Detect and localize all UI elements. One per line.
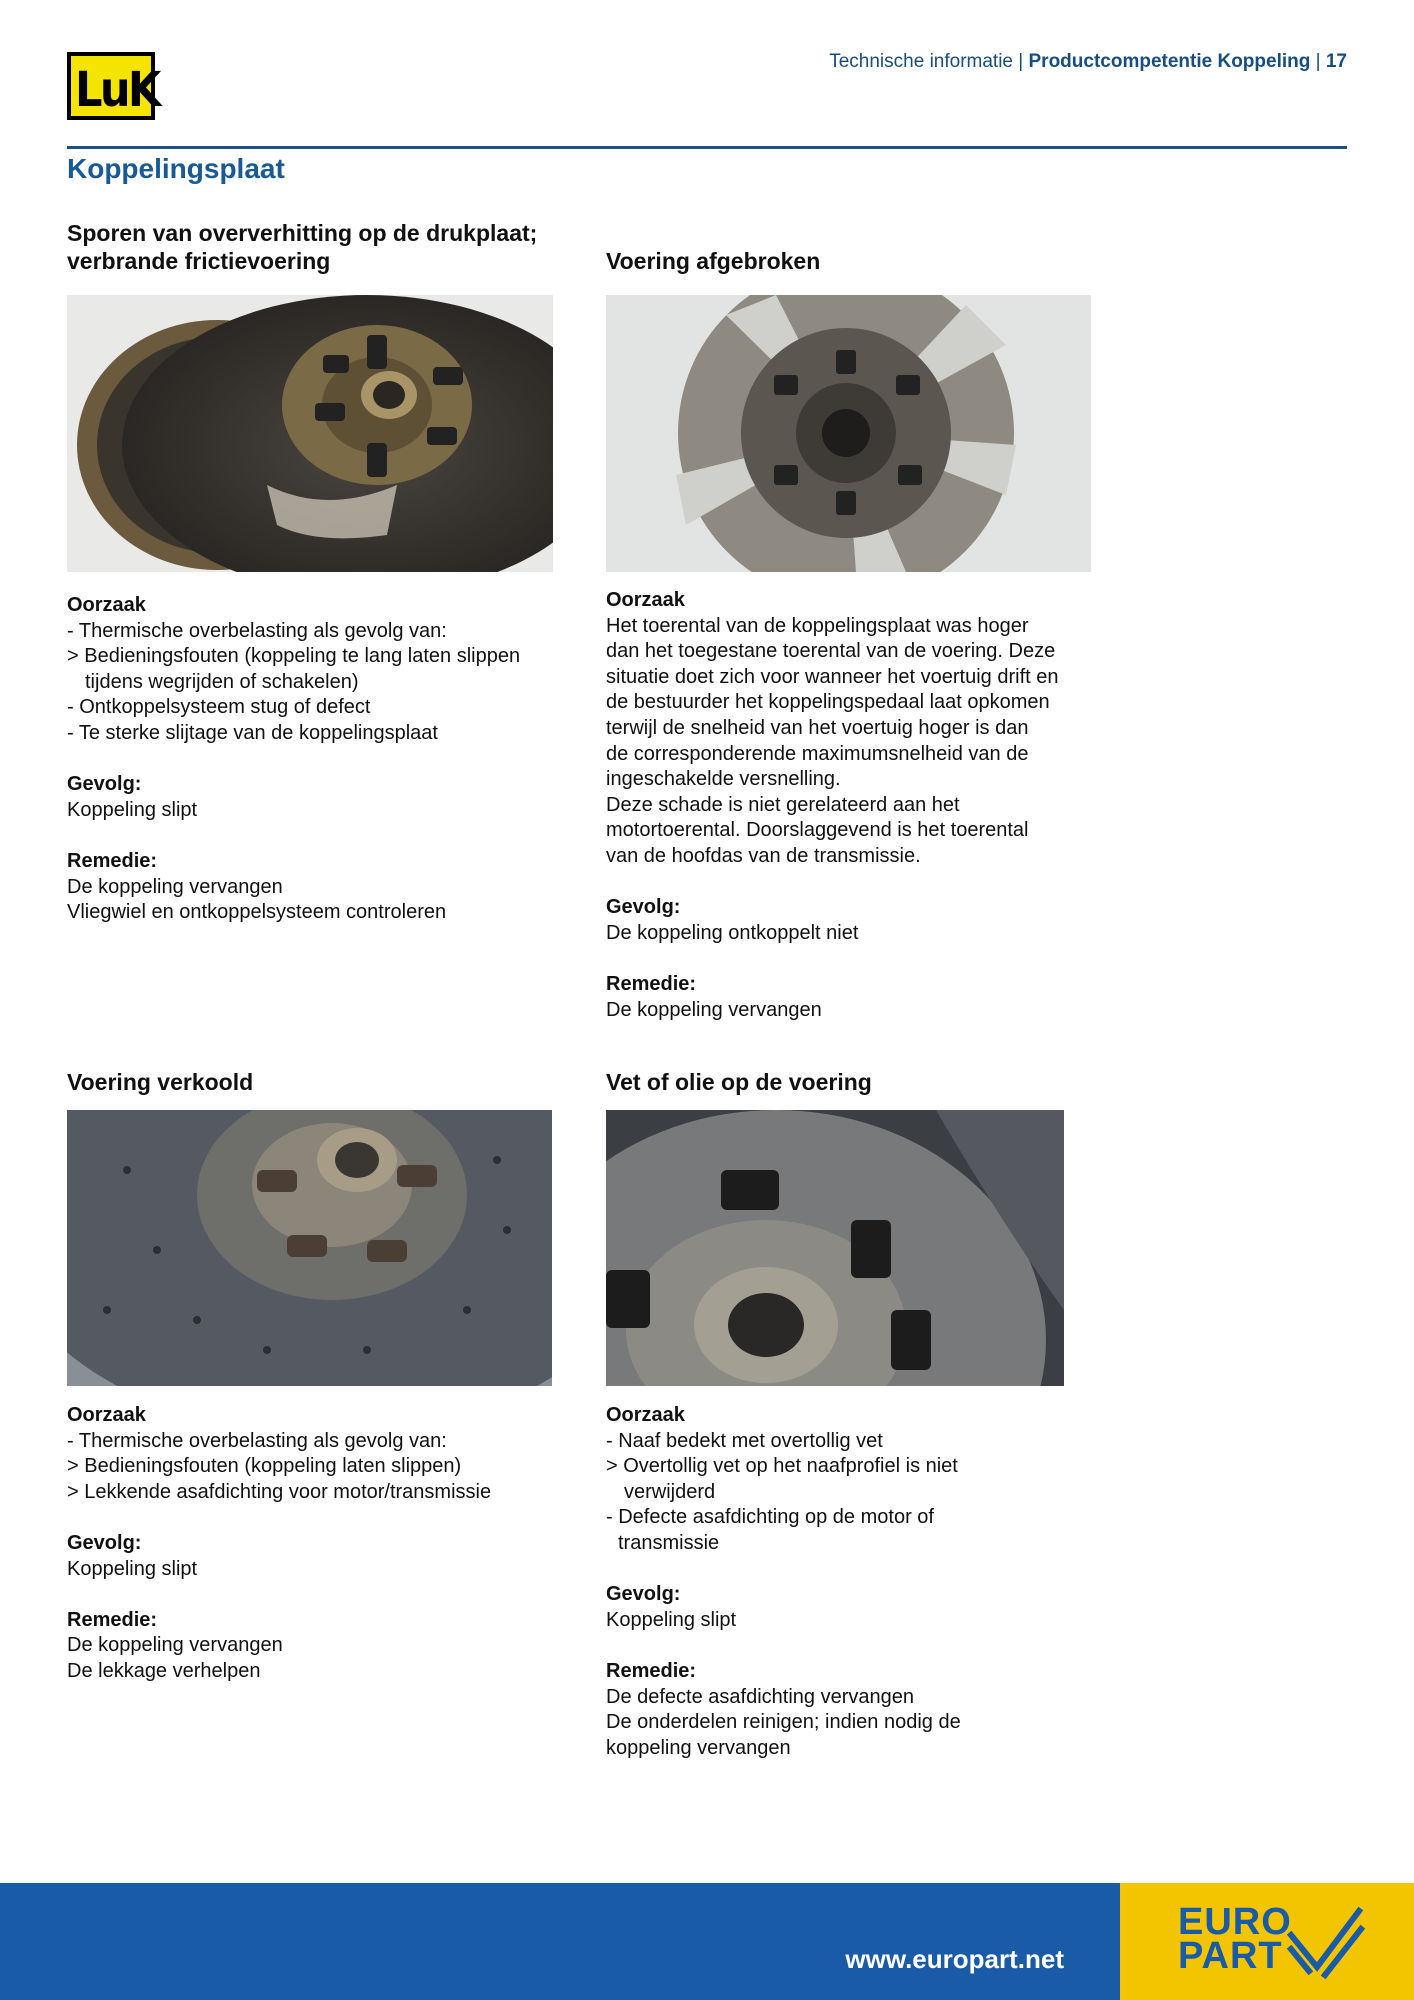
text-line: koppeling vervangen bbox=[606, 1736, 791, 1759]
text-line: verwijderd bbox=[624, 1480, 716, 1503]
broken-lining-disc-photo bbox=[606, 295, 1091, 572]
effect-heading: Gevolg: bbox=[67, 1531, 142, 1554]
footer-bar bbox=[0, 1883, 1120, 2000]
section-title: Voering verkoold bbox=[67, 1069, 254, 1095]
effect-heading: Gevolg: bbox=[606, 896, 681, 919]
text-line: ingeschakelde versnelling. bbox=[606, 768, 841, 791]
text-line: De koppeling ontkoppelt niet bbox=[606, 921, 859, 944]
header-divider bbox=[67, 146, 1347, 149]
remedy-heading: Remedie: bbox=[67, 1608, 158, 1631]
europart-logo bbox=[1120, 1883, 1414, 2000]
text-line: - Naaf bedekt met overtollig vet bbox=[606, 1429, 883, 1452]
footer-website-link[interactable]: www.europart.net bbox=[845, 1944, 1064, 1974]
text-line: > Bedieningsfouten (koppeling laten slippen) bbox=[67, 1455, 462, 1478]
text-line: De onderdelen reinigen; indien nodig de bbox=[606, 1711, 961, 1734]
text-line: > Bedieningsfouten (koppeling te lang laten slippen bbox=[67, 645, 521, 668]
section-body bbox=[67, 593, 567, 926]
remedy-heading: Remedie: bbox=[606, 972, 697, 995]
text-line: Koppeling slipt bbox=[67, 798, 198, 821]
breadcrumb-topic: Productcompetentie Koppeling bbox=[1028, 51, 1311, 72]
text-line: van de hoofdas van de transmissie. bbox=[606, 844, 921, 867]
remedy-heading: Remedie: bbox=[67, 849, 158, 872]
checkmark-icon bbox=[1285, 1905, 1365, 1983]
text-line: - Defecte asafdichting op de motor of bbox=[606, 1506, 934, 1529]
section-title: Voering afgebroken bbox=[606, 248, 821, 274]
text-line: De defecte asafdichting vervangen bbox=[606, 1685, 914, 1708]
text-line: De lekkage verhelpen bbox=[67, 1659, 261, 1682]
effect-heading: Gevolg: bbox=[606, 1583, 681, 1606]
text-line: De koppeling vervangen bbox=[606, 998, 822, 1021]
text-line: - Te sterke slijtage van de koppelingsplaat bbox=[67, 721, 438, 744]
section-title: Sporen van oververhitting op de drukplaat; verbrande frictievoering bbox=[67, 220, 538, 274]
section-body bbox=[606, 1403, 1106, 1761]
text-line: - Thermische overbelasting als gevolg van: bbox=[67, 1429, 447, 1452]
carbonized-lining-disc-photo bbox=[67, 1110, 552, 1386]
breadcrumb-section: Technische informatie bbox=[829, 51, 1013, 72]
greasy-lining-disc-photo bbox=[606, 1110, 1064, 1386]
text-line: motortoerental. Doorslaggevend is het toerental bbox=[606, 819, 1029, 842]
remedy-heading: Remedie: bbox=[606, 1659, 697, 1682]
text-line: > Overtollig vet op het naafprofiel is niet bbox=[606, 1455, 958, 1478]
cause-heading: Oorzaak bbox=[606, 589, 685, 611]
text-line: de bestuurder het koppelingspedaal laat opkomen bbox=[606, 691, 1050, 714]
cause-heading: Oorzaak bbox=[67, 594, 146, 616]
text-line: De koppeling vervangen bbox=[67, 875, 283, 898]
text-line: - Thermische overbelasting als gevolg van: bbox=[67, 619, 447, 642]
text-line: de corresponderende maximumsnelheid van de bbox=[606, 742, 1029, 765]
text-line: transmissie bbox=[618, 1531, 720, 1554]
text-line: Koppeling slipt bbox=[67, 1557, 198, 1580]
luk-logo bbox=[67, 52, 159, 120]
text-line: - Ontkoppelsysteem stug of defect bbox=[67, 696, 371, 719]
text-line: Koppeling slipt bbox=[606, 1608, 737, 1631]
cause-heading: Oorzaak bbox=[606, 1404, 685, 1426]
cause-heading: Oorzaak bbox=[67, 1404, 146, 1426]
section-body bbox=[606, 588, 1106, 1023]
section-body bbox=[67, 1403, 567, 1685]
page-title: Koppelingsplaat bbox=[67, 153, 285, 184]
text-line: situatie doet zich voor wanneer het voertuig drift en bbox=[606, 665, 1059, 688]
section-title: Vet of olie op de voering bbox=[606, 1069, 872, 1095]
text-line: De koppeling vervangen bbox=[67, 1634, 283, 1657]
burnt-clutch-disc-photo bbox=[67, 295, 553, 572]
text-line: > Lekkende asafdichting voor motor/transmissie bbox=[67, 1480, 492, 1503]
text-line: Vliegwiel en ontkoppelsysteem controleren bbox=[67, 901, 447, 924]
text-line: dan het toegestane toerental van de voering. Deze bbox=[606, 640, 1056, 663]
brand-line-2: PART bbox=[1178, 1935, 1283, 1977]
page-number: 17 bbox=[1325, 51, 1347, 72]
text-line: terwijl de snelheid van het voertuig hoger is dan bbox=[606, 716, 1029, 739]
text-line: Het toerental van de koppelingsplaat was hoger bbox=[606, 614, 1029, 637]
brand-line-1: EURO bbox=[1178, 1901, 1292, 1943]
text-line: Deze schade is niet gerelateerd aan het bbox=[606, 793, 960, 816]
text-line: tijdens wegrijden of schakelen) bbox=[85, 670, 359, 693]
logo-text: LuK bbox=[75, 62, 159, 118]
effect-heading: Gevolg: bbox=[67, 773, 142, 796]
page-header-info: Technische informatie | Productcompetentie Koppeling | 17 bbox=[829, 51, 1347, 72]
